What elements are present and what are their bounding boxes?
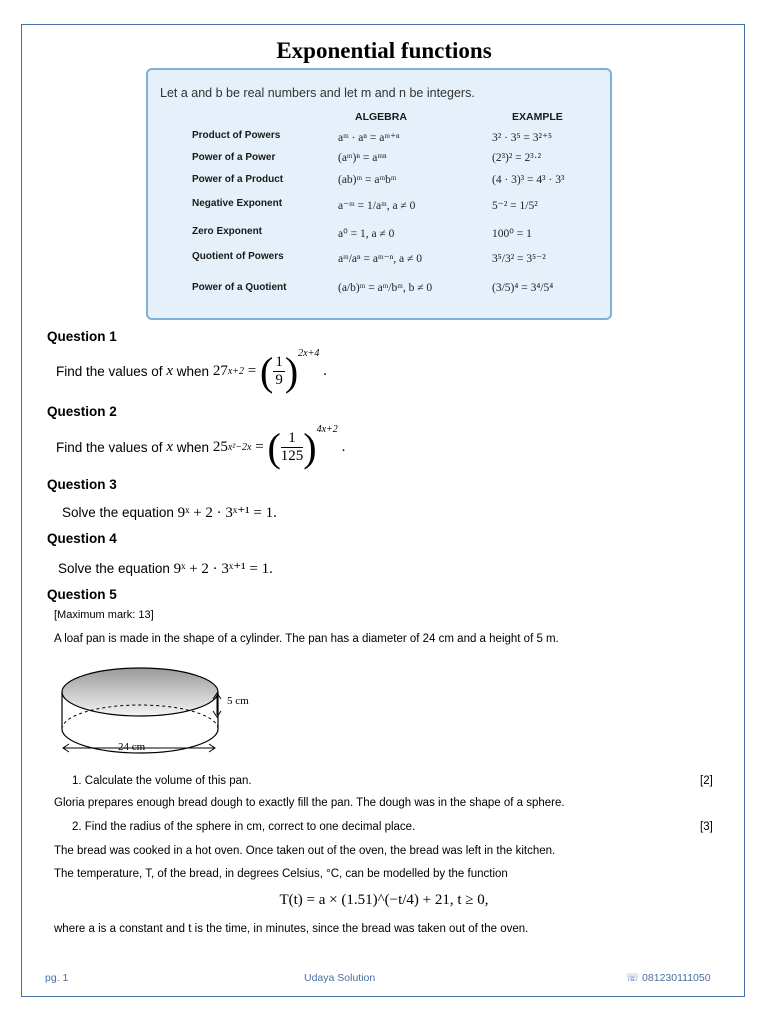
left-paren: ( xyxy=(260,348,274,394)
q3-equation: 9ˣ + 2 · 3ˣ⁺¹ = 1. xyxy=(177,505,277,521)
footer-page-number: pg. 1 xyxy=(45,972,69,984)
q5-part-2-mark: [3] xyxy=(700,821,713,833)
rule-algebra: aᵐ · aⁿ = aᵐ⁺ⁿ xyxy=(338,132,400,144)
rule-example: (2³)² = 2³·² xyxy=(492,152,542,164)
q3-prompt: Solve the equation xyxy=(62,505,174,520)
q5-max-mark: [Maximum mark: 13] xyxy=(54,609,154,621)
temperature-formula: T(t) = a × (1.51)^(−t/4) + 21, t ≥ 0, xyxy=(279,892,489,908)
page-title: Exponential functions xyxy=(276,38,492,63)
footer-phone: ☏ 081230111050 xyxy=(626,972,711,984)
rule-algebra: a⁻ᵐ = 1/aᵐ, a ≠ 0 xyxy=(338,200,416,212)
q2-numerator: 1 xyxy=(281,430,304,448)
question-5-heading: Question 5 xyxy=(47,587,117,602)
q1-fraction xyxy=(273,354,285,389)
q1-equals: = xyxy=(247,362,257,379)
question-3-heading: Question 3 xyxy=(47,477,117,492)
question-3-text xyxy=(62,503,277,522)
q2-period: . xyxy=(341,438,346,455)
rule-example: (3/5)⁴ = 3⁴/5⁴ xyxy=(492,282,554,294)
rule-example: 5⁻² = 1/5² xyxy=(492,200,538,212)
q2-variable: x xyxy=(166,438,174,455)
rule-example: 100⁰ = 1 xyxy=(492,228,532,240)
rule-name: Power of a Product xyxy=(192,174,284,185)
q5-paragraph-2: The bread was cooked in a hot oven. Once taken out of the oven, the bread was left in the kitchen. xyxy=(54,845,556,857)
rule-example: 3² · 3⁵ = 3²⁺⁵ xyxy=(492,132,553,144)
footer-center-text: Udaya Solution xyxy=(304,972,376,984)
rule-row xyxy=(148,130,610,150)
question-1-text xyxy=(56,346,327,396)
q1-period: . xyxy=(323,362,327,379)
q1-prompt: Find the values of xyxy=(56,363,163,379)
cylinder-figure xyxy=(55,655,275,760)
q4-equation: 9ˣ + 2 · 3ˣ⁺¹ = 1. xyxy=(173,561,273,577)
q1-lhs-exponent: x+2 xyxy=(227,365,245,377)
q2-rhs-exponent: 4x+2 xyxy=(316,424,338,435)
right-paren: ) xyxy=(284,348,299,394)
question-1-heading: Question 1 xyxy=(47,329,117,344)
q1-numerator: 1 xyxy=(275,353,283,370)
rule-name: Product of Powers xyxy=(192,130,281,141)
rule-algebra: aᵐ/aⁿ = aᵐ⁻ⁿ, a ≠ 0 xyxy=(338,253,422,265)
rule-row xyxy=(148,282,610,302)
rule-name: Zero Exponent xyxy=(192,226,263,237)
rule-row xyxy=(148,174,610,194)
rule-row xyxy=(148,152,610,172)
left-paren: ( xyxy=(267,424,281,470)
q2-denominator: 125 xyxy=(280,447,304,464)
q5-part-2: 2. Find the radius of the sphere in cm, correct to one decimal place. xyxy=(72,821,416,833)
q1-when: when xyxy=(176,363,210,379)
q5-paragraph-3: The temperature, T, of the bread, in degrees Celsius, °C, can be modelled by the function xyxy=(54,868,508,880)
right-paren: ) xyxy=(303,424,317,470)
rules-intro: Let a and b be real numbers and let m and n be integers. xyxy=(160,86,475,100)
q2-lhs-exponent: x²−2x xyxy=(227,441,252,453)
diameter-label: 24 cm xyxy=(118,741,146,753)
q5-part-1-mark: [2] xyxy=(700,775,713,787)
q5-intro: A loaf pan is made in the shape of a cylinder. The pan has a diameter of 24 cm and a height of 5 m. xyxy=(54,633,559,645)
q2-prompt: Find the values of xyxy=(56,439,163,455)
exponent-rules-box xyxy=(146,68,612,320)
rule-name: Quotient of Powers xyxy=(192,251,284,262)
rule-example: (4 · 3)³ = 4³ · 3³ xyxy=(492,174,565,186)
rule-row xyxy=(148,226,610,246)
rule-algebra: (aᵐ)ⁿ = aᵐⁿ xyxy=(338,152,387,164)
rule-name: Negative Exponent xyxy=(192,198,283,209)
q2-when: when xyxy=(176,439,210,455)
rule-row xyxy=(148,251,610,271)
question-2-text xyxy=(56,422,345,472)
question-2-heading: Question 2 xyxy=(47,404,117,419)
cylinder-top xyxy=(62,668,218,716)
question-4-heading: Question 4 xyxy=(47,531,117,546)
rule-algebra: a⁰ = 1, a ≠ 0 xyxy=(338,228,395,240)
rule-row xyxy=(148,198,610,218)
rule-name: Power of a Quotient xyxy=(192,282,287,293)
rule-name: Power of a Power xyxy=(192,152,276,163)
rule-algebra: (ab)ᵐ = aᵐbᵐ xyxy=(338,174,397,186)
rule-example: 3⁵/3² = 3⁵⁻² xyxy=(492,253,546,265)
q5-paragraph-1: Gloria prepares enough bread dough to exactly fill the pan. The dough was in the shape of a sphere. xyxy=(54,797,565,809)
q1-variable: x xyxy=(166,362,174,379)
q2-fraction xyxy=(281,430,304,465)
question-4-text xyxy=(58,559,273,578)
q2-equals: = xyxy=(255,438,264,455)
q5-part-1: 1. Calculate the volume of this pan. xyxy=(72,775,252,787)
q5-paragraph-4: where a is a constant and t is the time, in minutes, since the bread was taken out of the oven. xyxy=(54,923,529,935)
q1-denominator: 9 xyxy=(275,371,283,388)
q1-rhs-exponent: 2x+4 xyxy=(298,348,320,359)
q1-lhs-base: 27 xyxy=(212,362,228,379)
algebra-column-header: ALGEBRA xyxy=(355,111,407,123)
height-label: 5 cm xyxy=(227,695,249,707)
q2-lhs-base: 25 xyxy=(212,438,228,455)
example-column-header: EXAMPLE xyxy=(512,111,563,123)
rule-algebra: (a/b)ᵐ = aᵐ/bᵐ, b ≠ 0 xyxy=(338,282,433,294)
q4-prompt: Solve the equation xyxy=(58,561,170,576)
